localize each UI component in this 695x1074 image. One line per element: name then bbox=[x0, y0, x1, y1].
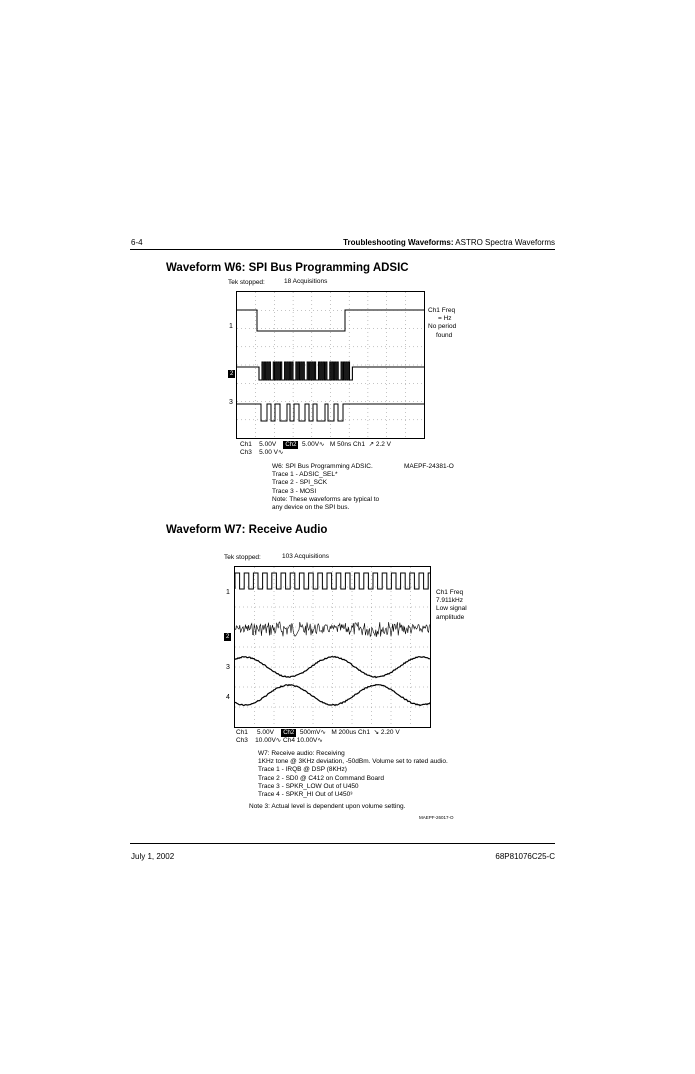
w6-trace-2 bbox=[237, 362, 424, 380]
w6-trace-marker-1: 1 bbox=[229, 323, 233, 330]
w6-side-info-line: = Hz bbox=[438, 315, 452, 323]
w7-scope-screen bbox=[234, 566, 431, 728]
running-header bbox=[343, 238, 555, 247]
w7-ch3-label: Ch3 bbox=[236, 737, 248, 744]
w6-note-line: any device on the SPI bus. bbox=[272, 504, 350, 512]
w7-trace-marker-2 bbox=[224, 625, 231, 643]
w7-side-info-line: Low signal bbox=[436, 605, 467, 613]
w7-note-line: Trace 3 - SPKR_LOW Out of U450 bbox=[258, 782, 359, 790]
w6-figure-id: MAEPF-24381-O bbox=[404, 463, 454, 470]
w7-trace-marker-1: 1 bbox=[226, 589, 230, 596]
w7-note-line: 1KHz tone @ 3KHz deviation, -50dBm. Volume set to rated audio. bbox=[258, 758, 448, 766]
w6-notes bbox=[272, 463, 379, 512]
w6-trace-marker-2-label: 2 bbox=[230, 371, 234, 377]
w6-ch2-tag: Ch2 bbox=[285, 442, 297, 448]
w6-note-line: Trace 3 - MOSI bbox=[272, 487, 317, 495]
w7-trigger: ↘ 2.20 V bbox=[373, 729, 400, 736]
w6-side-info-line: found bbox=[436, 331, 453, 339]
w6-note-line: Note: These waveforms are typical to bbox=[272, 495, 380, 503]
running-header-rest: ASTRO Spectra Waveforms bbox=[453, 238, 555, 247]
w7-title: Waveform W7: Receive Audio bbox=[166, 524, 328, 536]
w6-waveform-graphic bbox=[237, 292, 424, 438]
w7-notes bbox=[258, 750, 448, 799]
w6-settings-row-2 bbox=[240, 449, 283, 457]
w7-ch1-volts: 5.00V bbox=[256, 729, 274, 736]
w7-ch1-label: Ch1 bbox=[236, 729, 248, 736]
w7-acquisitions: 103 Acquisitions bbox=[282, 553, 329, 560]
w7-trace-2 bbox=[235, 622, 429, 637]
w6-scope-screen bbox=[236, 291, 425, 439]
w7-ch2-volts: 500mV∿ bbox=[299, 729, 326, 736]
w7-settings-row-2 bbox=[236, 737, 323, 745]
w7-waveform-graphic bbox=[235, 567, 430, 727]
w7-note-3: Note 3: Actual level is dependent upon volume setting. bbox=[249, 803, 406, 810]
w6-side-info-line: No period bbox=[428, 323, 457, 331]
w6-ch1-volts: 5.00V bbox=[259, 441, 277, 448]
w7-note-line: Trace 1 - IRQB @ DSP (8KHz) bbox=[258, 766, 347, 774]
w6-ch3-volts: 5.00 V∿ bbox=[259, 449, 284, 456]
w6-settings-row-1 bbox=[240, 441, 391, 449]
footer-doc-number: 68P81076C25-C bbox=[495, 852, 555, 861]
w6-side-info bbox=[428, 307, 456, 340]
w7-ch2-tag: Ch2 bbox=[283, 730, 295, 736]
running-header-bold: Troubleshooting Waveforms: bbox=[343, 238, 454, 247]
w7-note-line: Trace 2 - SD0 @ C412 on Command Board bbox=[258, 774, 384, 782]
w6-tek-status: Tek stopped: bbox=[228, 279, 265, 286]
w7-side-info-line: 7.911kHz bbox=[436, 597, 463, 605]
w6-title: Waveform W6: SPI Bus Programming ADSIC bbox=[166, 262, 409, 274]
w7-figure-id: MAEPF-26017-O bbox=[419, 815, 454, 820]
w7-tek-status: Tek stopped: bbox=[224, 554, 261, 561]
w7-side-info-line: Ch1 Freq bbox=[436, 589, 464, 596]
w6-side-info-line: Ch1 Freq bbox=[428, 307, 456, 314]
w6-trigger: ↗ 2.2 V bbox=[368, 441, 392, 448]
w6-trace-marker-2 bbox=[228, 362, 235, 380]
w7-note-line: W7: Receive audio: Receiving bbox=[258, 750, 345, 757]
w6-ch3-label: Ch3 bbox=[240, 449, 252, 456]
footer-date: July 1, 2002 bbox=[131, 852, 175, 861]
w7-timebase: M 200us Ch1 bbox=[331, 729, 370, 736]
w7-note-line: Trace 4 - SPKR_HI Out of U450³ bbox=[258, 791, 353, 799]
w6-trace-marker-3: 3 bbox=[229, 399, 233, 406]
header-rule bbox=[130, 249, 555, 250]
w6-ch2-volts: 5.00V∿ bbox=[302, 441, 325, 448]
w6-note-line: W6: SPI Bus Programming ADSIC. bbox=[272, 463, 373, 470]
w7-ch3-ch4-volts: 10.00V∿ Ch4 10.00V∿ bbox=[255, 737, 323, 744]
w6-acquisitions: 18 Acquisitions bbox=[284, 278, 328, 285]
w6-timebase: M 50ns Ch1 bbox=[329, 441, 365, 448]
w6-note-line: Trace 1 - ADSIC_SEL* bbox=[272, 471, 338, 479]
w7-side-info bbox=[436, 589, 467, 622]
w7-side-info-line: amplitude bbox=[436, 613, 465, 621]
w7-trace-marker-4: 4 bbox=[226, 694, 230, 701]
w6-note-line: Trace 2 - SPI_SCK bbox=[272, 479, 328, 487]
footer-rule bbox=[130, 843, 555, 844]
w7-trace-marker-2-label: 2 bbox=[226, 634, 230, 640]
w7-settings-row-1 bbox=[236, 729, 400, 737]
page-number: 6-4 bbox=[131, 238, 143, 247]
w7-trace-marker-3: 3 bbox=[226, 664, 230, 671]
w6-ch1-label: Ch1 bbox=[240, 441, 252, 448]
